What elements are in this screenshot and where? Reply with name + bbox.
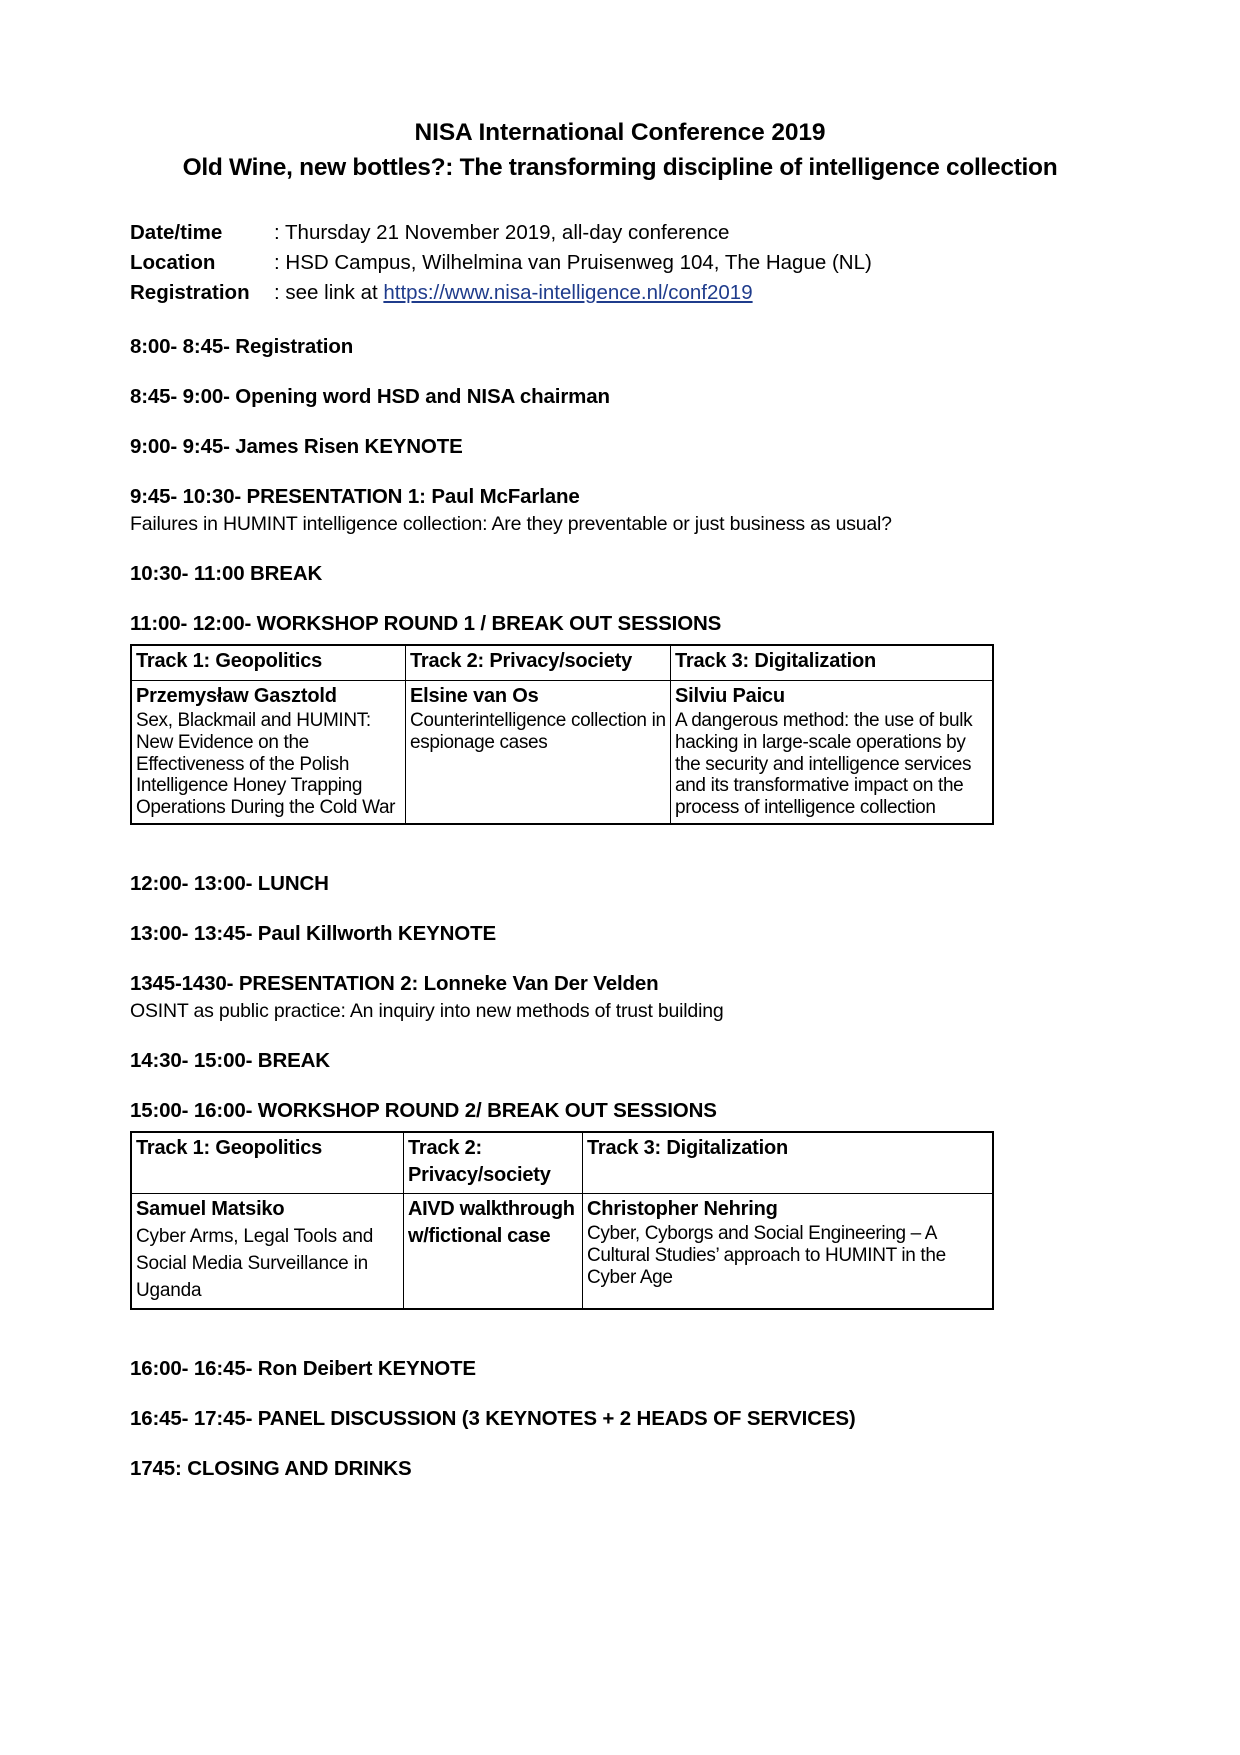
round1-cell-track3 [671,681,994,824]
conference-details [130,218,1110,308]
keynote-3-time: 16:00- 16:45- Ron Deibert KEYNOTE [130,1356,476,1380]
round2-header-track3: Track 3: Digitalization [583,1132,994,1194]
round2-cell-track2 [404,1193,583,1309]
round1-header-track1: Track 1: Geopolitics [131,645,406,681]
round1-header-track2: Track 2: Privacy/society [406,645,671,681]
schedule-opening-time: 8:45- 9:00- Opening word HSD and NISA chairman [130,385,610,408]
round1-track3-speaker: Silviu Paicu [675,685,785,707]
workshop-round-1-table [130,644,994,825]
datetime-value: : Thursday 21 November 2019, all-day conference [274,221,730,244]
schedule-item-registration [130,334,1110,360]
round1-track2-title: Counterintelligence collection in espionage cases [410,710,666,753]
round1-cell-track1 [131,681,406,824]
datetime-label: Date/time [130,221,223,244]
round2-track2-speaker: AIVD walkthrough w/fictional case [408,1197,575,1247]
registration-label: Registration [130,281,250,304]
schedule-item-lunch [130,871,1110,897]
workshop-round-2-table [130,1131,994,1310]
round1-track2-speaker: Elsine van Os [410,685,539,707]
presentation-1-heading: 9:45- 10:30- PRESENTATION 1: Paul McFarlane [130,485,580,508]
workshop-1-heading: 11:00- 12:00- WORKSHOP ROUND 1 / BREAK OUT SESSIONS [130,612,722,635]
detail-row-location [130,248,1110,278]
detail-row-datetime [130,218,1110,248]
round2-track3-title: Cyber, Cyborgs and Social Engineering – A Cultural Studies’ approach to HUMINT in the Cyber Age [587,1222,946,1288]
round2-track1-speaker: Samuel Matsiko [136,1197,285,1220]
location-label: Location [130,251,216,274]
round1-track1-speaker: Przemysław Gasztold [136,685,337,707]
round1-cell-track2 [406,681,671,824]
presentation-2-heading: 1345-1430- PRESENTATION 2: Lonneke Van Der Velden [130,971,659,995]
schedule-item-workshop-2 [130,1098,1110,1124]
schedule-item-keynote-1 [130,434,1110,460]
schedule-item-closing [130,1456,1110,1482]
page-subtitle: Old Wine, new bottles?: The transforming discipline of intelligence collection [182,154,1058,181]
round2-cell-track3 [583,1193,994,1309]
break-2-time: 14:30- 15:00- BREAK [130,1048,330,1072]
schedule-item-keynote-2 [130,921,1110,947]
schedule-item-presentation-2 [130,971,1110,1024]
schedule-item-presentation-1 [130,484,1110,537]
schedule-item-workshop-1 [130,611,1110,637]
panel-time: 16:45- 17:45- PANEL DISCUSSION (3 KEYNOTES + 2 HEADS OF SERVICES) [130,1406,856,1430]
schedule-item-panel [130,1406,1110,1432]
registration-link[interactable]: https://www.nisa-intelligence.nl/conf2019 [383,281,753,304]
break-1-time: 10:30- 11:00 BREAK [130,562,323,585]
round2-track1-title: Cyber Arms, Legal Tools and Social Media Surveillance in Uganda [136,1225,374,1301]
presentation-2-description: OSINT as public practice: An inquiry into new methods of trust building [130,999,724,1022]
page-title: NISA International Conference 2019 [414,119,826,146]
schedule-item-break-1 [130,561,1110,587]
round2-header-track2: Track 2: Privacy/society [404,1132,583,1194]
table-header-row [131,1132,993,1194]
location-value: : HSD Campus, Wilhelmina van Pruisenweg 104, The Hague (NL) [274,251,872,274]
round2-header-track1: Track 1: Geopolitics [131,1132,404,1194]
schedule-registration-time: 8:00- 8:45- Registration [130,335,354,358]
closing-time: 1745: CLOSING AND DRINKS [130,1456,412,1480]
table-header-row [131,645,993,681]
round1-header-track3: Track 3: Digitalization [671,645,994,681]
detail-row-registration [130,278,1110,308]
presentation-1-description: Failures in HUMINT intelligence collection: Are they preventable or just business as usual? [130,513,892,535]
workshop-2-heading: 15:00- 16:00- WORKSHOP ROUND 2/ BREAK OUT SESSIONS [130,1098,717,1122]
table-row [131,1193,993,1309]
registration-prefix: : see link at [274,281,384,304]
lunch-time: 12:00- 13:00- LUNCH [130,871,329,895]
round2-cell-track1 [131,1193,404,1309]
schedule-item-keynote-3 [130,1356,1110,1382]
schedule-item-opening [130,384,1110,410]
keynote-2-time: 13:00- 13:45- Paul Killworth KEYNOTE [130,921,496,945]
schedule-item-break-2 [130,1048,1110,1074]
schedule-keynote-1-time: 9:00- 9:45- James Risen KEYNOTE [130,435,463,458]
table-row [131,681,993,824]
round2-track3-speaker: Christopher Nehring [587,1197,778,1220]
round1-track1-title: Sex, Blackmail and HUMINT: New Evidence on the Effectiveness of the Polish Intelligence Honey Trapping Operations During the Cold War [136,710,396,819]
round1-track3-title: A dangerous method: the use of bulk hacking in large-scale operations by the security and intelligence services and its transformative impact on the process of intelligence collection [675,710,973,819]
